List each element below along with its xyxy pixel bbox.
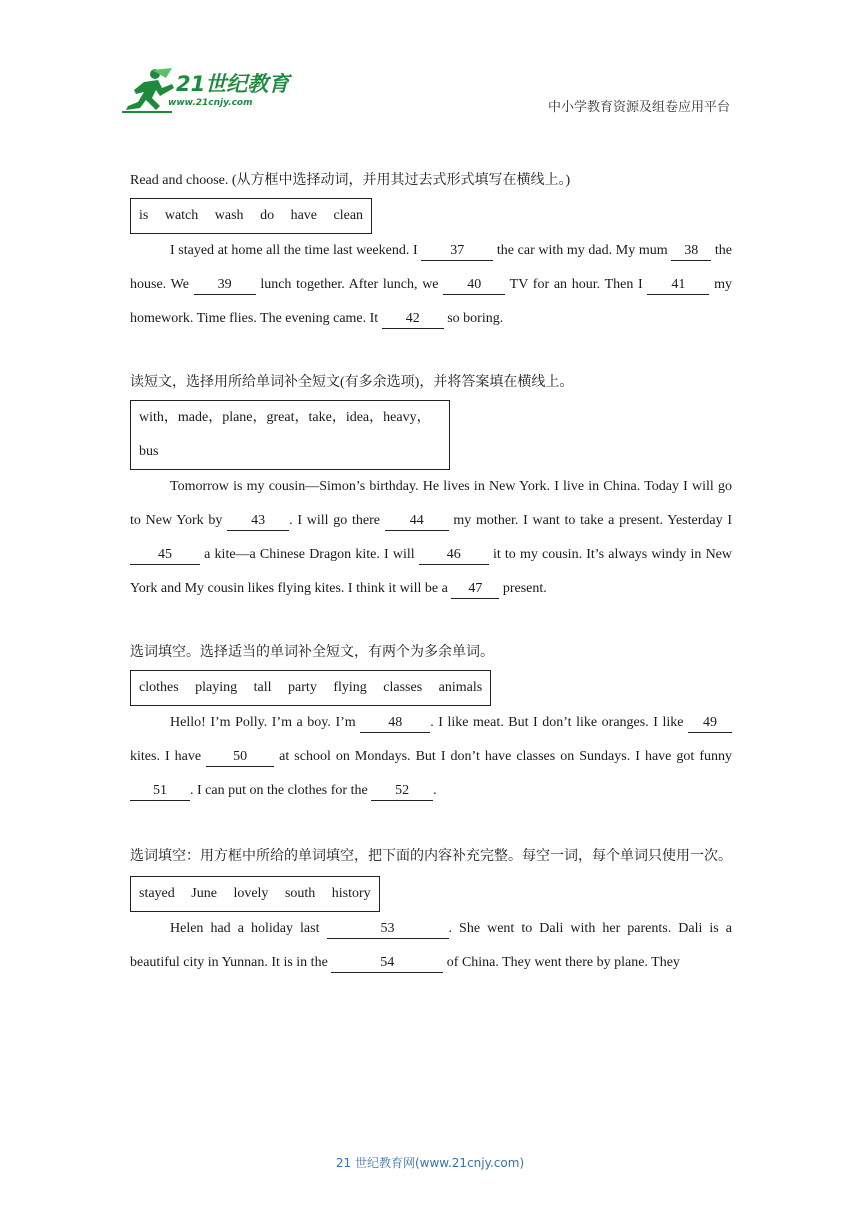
- passage-text: kites. I have: [130, 749, 207, 764]
- document-body: [130, 166, 732, 980]
- blank-41[interactable]: 41: [647, 276, 709, 295]
- page-header: [0, 0, 860, 130]
- blank-46[interactable]: 46: [419, 546, 489, 565]
- passage-text: .: [433, 783, 437, 798]
- blank-47[interactable]: 47: [451, 580, 499, 599]
- section-4-title: 选词填空：用方框中所给的单词填空，把下面的内容补充完整。每空一词，每个单词只使用一次。: [130, 849, 732, 864]
- passage-text: I stayed at home all the time last weekend. I: [170, 243, 422, 258]
- passage-text: at school on Mondays. But I don’t have classes on Sundays. I have got funny: [274, 749, 732, 764]
- word-option: south: [284, 886, 316, 901]
- passage-text: . I can put on the clothes for the: [190, 783, 372, 798]
- passage-text: so boring.: [443, 311, 504, 326]
- section-3-passage: [130, 706, 732, 808]
- word-option: wash: [214, 208, 244, 223]
- passage-text: the house. We: [130, 243, 732, 292]
- blank-37[interactable]: 37: [421, 242, 493, 261]
- section-4-passage: [130, 912, 732, 980]
- word-option: classes: [383, 680, 423, 695]
- passage-text: of China. They went there by plane. They: [443, 955, 680, 970]
- word-option: have: [290, 208, 317, 223]
- word-option: June: [191, 886, 217, 901]
- word-option: lovely: [233, 886, 269, 901]
- logo-url: www.21cnjy.com: [168, 98, 253, 108]
- word-options-line: with，made，plane，great，take，idea，heavy，bus: [139, 410, 431, 459]
- passage-text: my mother. I want to take a present. Yesterday I: [448, 513, 732, 528]
- section-1-word-box: [130, 198, 372, 234]
- word-option: history: [331, 886, 371, 901]
- word-option: clothes: [139, 680, 179, 695]
- word-option: clean: [333, 208, 364, 223]
- passage-text: Helen had a holiday last: [170, 921, 327, 936]
- blank-53[interactable]: 53: [327, 920, 449, 939]
- passage-text: . I like meat. But I don’t like oranges. I like: [430, 715, 688, 730]
- word-option: watch: [164, 208, 199, 223]
- passage-text: . She went to Dali with her parents. Dali is a beautiful city in Yunnan. It is in the: [130, 921, 732, 970]
- header-platform-text: 中小学教育资源及组卷应用平台: [547, 100, 730, 115]
- blank-51[interactable]: 51: [130, 782, 190, 801]
- blank-54[interactable]: 54: [331, 954, 443, 973]
- passage-text: TV for an hour. Then I: [505, 277, 648, 292]
- passage-text: my homework. Time flies. The evening came. It: [130, 277, 732, 326]
- blank-39[interactable]: 39: [194, 276, 256, 295]
- word-option: playing: [195, 680, 238, 695]
- blank-49[interactable]: 49: [688, 714, 732, 733]
- word-option: is: [139, 208, 149, 223]
- section-2-title: 读短文，选择用所给单词补全短文(有多余选项)，并将答案填在横线上。: [130, 375, 574, 390]
- blank-45[interactable]: 45: [130, 546, 200, 565]
- blank-48[interactable]: 48: [360, 714, 430, 733]
- blank-38[interactable]: 38: [671, 242, 711, 261]
- page-footer: 21 世纪教育网(www.21cnjy.com): [335, 1156, 525, 1170]
- passage-text: a kite—a Chinese Dragon kite. I will: [200, 547, 419, 562]
- passage-text: present.: [499, 581, 547, 596]
- word-option: party: [288, 680, 317, 695]
- word-option: stayed: [139, 886, 175, 901]
- section-3-word-box: [130, 670, 491, 706]
- blank-50[interactable]: 50: [206, 748, 274, 767]
- word-option: flying: [333, 680, 367, 695]
- logo-text: 21世纪教育: [176, 72, 290, 96]
- word-option: tall: [253, 680, 272, 695]
- passage-text: lunch together. After lunch, we: [255, 277, 444, 292]
- word-option: do: [260, 208, 275, 223]
- word-option: animals: [438, 680, 483, 695]
- section-1-passage: [130, 234, 732, 336]
- passage-text: it to my cousin. It’s always windy in New York and My cousin likes flying kites. I think it will be a: [130, 547, 733, 596]
- section-2-passage: [130, 470, 732, 606]
- passage-text: the car with my dad. My mum: [493, 243, 672, 258]
- section-4-word-box: [130, 876, 380, 912]
- passage-text: . I will go there: [289, 513, 385, 528]
- logo: [122, 68, 292, 116]
- section-1-title: Read and choose. (从方框中选择动词，并用其过去式形式填写在横线上。): [130, 173, 571, 188]
- section-2-word-box: [130, 400, 450, 470]
- blank-43[interactable]: 43: [227, 512, 289, 531]
- passage-text: Hello! I’m Polly. I’m a boy. I’m: [170, 715, 361, 730]
- passage-text: Tomorrow is my cousin—Simon’s birthday. He lives in New York. I live in China. Today I will go to New York by: [130, 479, 732, 528]
- blank-44[interactable]: 44: [385, 512, 449, 531]
- section-3-title: 选词填空。选择适当的单词补全短文，有两个为多余单词。: [130, 645, 494, 660]
- blank-42[interactable]: 42: [382, 310, 444, 329]
- blank-40[interactable]: 40: [443, 276, 505, 295]
- blank-52[interactable]: 52: [371, 782, 433, 801]
